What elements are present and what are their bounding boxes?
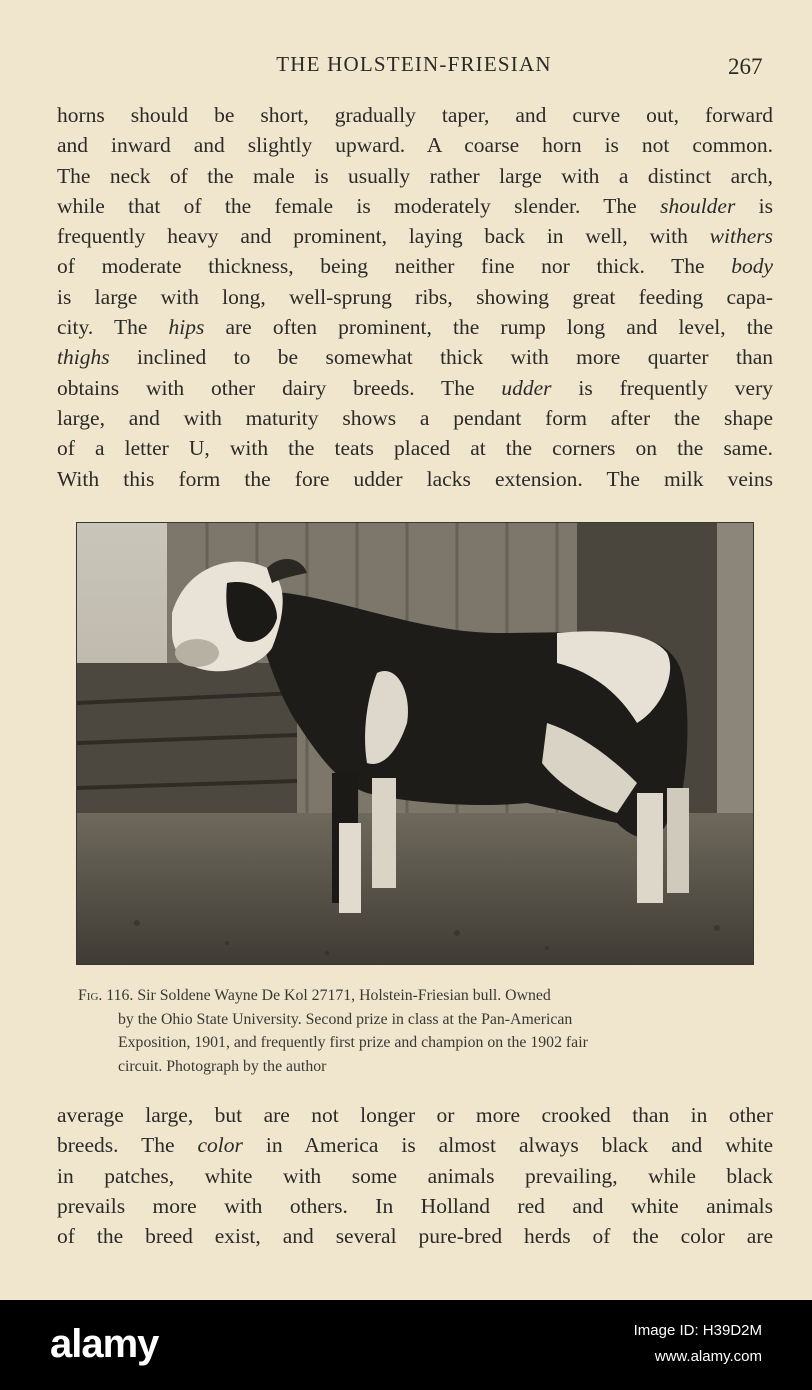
caption-line: by the Ohio State University. Second prize in class at the Pan-American: [118, 1010, 573, 1028]
caption-line: circuit. Photograph by the author: [118, 1057, 327, 1075]
bull-photograph: [77, 523, 754, 965]
text-line: city. The hips are often prominent, the rump long and level, the: [57, 315, 773, 340]
top-paragraph: [57, 100, 773, 494]
text-line: of a letter U, with the teats placed at the corners on the same.: [57, 436, 773, 461]
italic-term: shoulder: [660, 193, 736, 218]
text-line: horns should be short, gradually taper, and curve out, forward: [57, 103, 773, 127]
text-line: is large with long, well-sprung ribs, showing great feeding capa-: [57, 284, 773, 309]
italic-term: hips: [168, 315, 205, 340]
text-line: while that of the female is moderately slender. The shoulder is: [57, 193, 774, 218]
text-line: The neck of the male is usually rather large with a distinct arch,: [57, 163, 773, 188]
running-head: [0, 50, 812, 80]
brand-logo: alamy: [50, 1322, 159, 1366]
text-line: average large, but are not longer or more crooked than in other: [57, 1103, 773, 1127]
watermark-footer: [0, 1300, 812, 1390]
italic-term: color: [197, 1133, 243, 1158]
italic-term: withers: [709, 224, 773, 249]
text-line: and inward and slightly upward. A coarse horn is not common.: [57, 133, 773, 158]
text-line: of the breed exist, and several pure-bred herds of the color are: [57, 1224, 773, 1249]
text-line: of moderate thickness, being neither fine nor thick. The body: [57, 254, 773, 279]
caption-line: Exposition, 1901, and frequently first prize and champion on the 1902 fair: [118, 1034, 588, 1051]
text-line: breeds. The color in America is almost always black and white: [57, 1133, 773, 1158]
italic-term: udder: [501, 375, 552, 400]
italic-term: body: [731, 254, 773, 279]
page-number: 267: [728, 54, 763, 79]
bottom-paragraph: [57, 1100, 773, 1251]
text-line: thighs inclined to be somewhat thick with more quarter than: [57, 345, 773, 370]
caption-line: Fig. 116. Sir Soldene Wayne De Kol 27171, Holstein-Friesian bull. Owned: [78, 987, 551, 1004]
text-line: obtains with other dairy breeds. The udder is frequently very: [57, 375, 773, 400]
image-url: www.alamy.com: [654, 1348, 762, 1365]
image-id: Image ID: H39D2M: [633, 1322, 762, 1339]
text-line: frequently heavy and prominent, laying back in well, with withers: [57, 224, 773, 249]
text-line: prevails more with others. In Holland red and white animals: [57, 1193, 773, 1218]
text-line: With this form the fore udder lacks extension. The milk veins: [57, 466, 773, 491]
text-line: large, and with maturity shows a pendant form after the shape: [57, 405, 773, 430]
figure-label: Fig. 116.: [78, 987, 134, 1004]
running-title: THE HOLSTEIN-FRIESIAN: [276, 52, 552, 76]
figure-photograph: [76, 522, 754, 965]
text-line: in patches, white with some animals prevailing, while black: [57, 1163, 773, 1188]
figure-caption: [78, 984, 758, 1078]
italic-term: thighs: [57, 345, 110, 370]
